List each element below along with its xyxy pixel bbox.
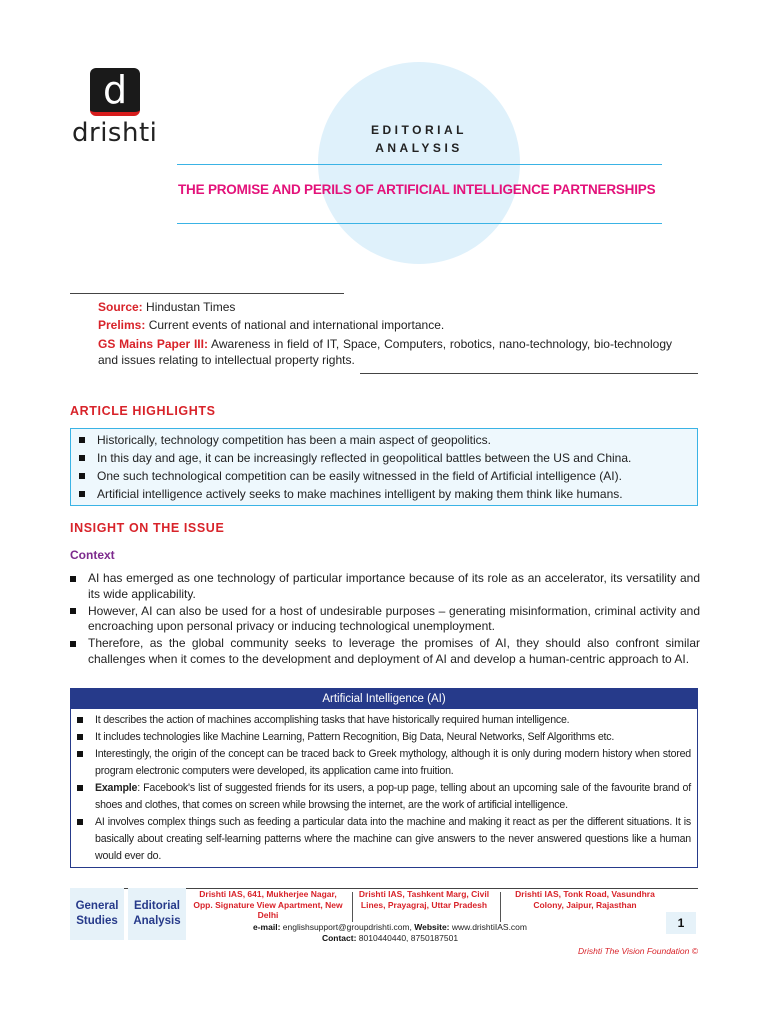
insight-heading: INSIGHT ON THE ISSUE [70,521,225,535]
list-item: It describes the action of machines accomplishing tasks that have historically required human intelligence. [77,712,691,729]
article-title: THE PROMISE AND PERILS OF ARTIFICIAL INTELLIGENCE PARTNERSHIPS [178,182,656,197]
analysis-label: ANALYSIS [375,141,463,155]
title-bottom-rule [177,223,662,224]
footer-divider [352,892,353,922]
list-item: Therefore, as the global community seeks to leverage the promises of AI, they should also confront similar challenges when it comes to the development and deployment of AI and develop a human-centric approach to AI. [70,636,700,667]
ai-box-list [71,709,697,865]
prelims-value: Current events of national and international importance. [145,318,445,332]
address-prayagraj: Drishti IAS, Tashkent Marg, Civil Lines, Prayagraj, Uttar Pradesh [358,889,490,910]
address-jaipur: Drishti IAS, Tonk Road, Vasundhra Colony, Jaipur, Rajasthan [515,889,655,910]
list-item: Historically, technology competition has been a main aspect of geopolitics. [79,431,689,449]
bullet-icon [70,608,76,614]
editorial-label: EDITORIAL [371,123,467,137]
bullet-icon [79,437,85,443]
foundation-credit: Drishti The Vision Foundation © [578,946,698,956]
list-item: It includes technologies like Machine Learning, Pattern Recognition, Big Data, Neural Networks, Self Algorithms etc. [77,729,691,746]
bullet-icon [79,473,85,479]
context-list [70,571,700,669]
source-bottom-rule [360,373,698,374]
gs-mains-line [98,337,672,368]
gs-mains-label: GS Mains Paper III: [98,337,208,351]
bullet-icon [70,576,76,582]
contact-line: Contact: 8010440440, 8750187501 [321,933,459,943]
ai-info-box [70,688,698,868]
list-item: Interestingly, the origin of the concept can be traced back to Greek mythology, although it is only during modern history when stored program electronic computers were developed, its application came into fruition. [77,746,691,780]
list-item: AI has emerged as one technology of particular importance because of its role as an accelerator, its versatility and its wide applicability. [70,571,700,602]
bullet-icon [77,751,83,757]
article-highlights-heading: ARTICLE HIGHLIGHTS [70,404,216,418]
list-item: In this day and age, it can be increasingly reflected in geopolitical battles between the US and China. [79,449,689,467]
list-item: AI involves complex things such as feeding a particular data into the machine and making it react as per the different situations. It is basically about creating self-learning patterns where the machine can give answers to the never answered questions like a human would ever do. [77,814,691,865]
ai-box-title: Artificial Intelligence (AI) [71,689,697,709]
list-item: However, AI can also be used for a host of undesirable purposes – generating misinformation, criminal activity and encroaching upon personal privacy or inducing technological unemployment. [70,604,700,635]
prelims-label: Prelims: [98,318,146,332]
bullet-icon [77,819,83,825]
list-item: Artificial intelligence actively seeks to make machines intelligent by making them think like humans. [79,485,689,503]
bullet-icon [77,785,83,791]
address-delhi: Drishti IAS, 641, Mukherjee Nagar, Opp. Signature View Apartment, New Delhi [193,889,343,920]
bullet-icon [77,717,83,723]
email-website-line: e-mail: englishsupport@groupdrishti.com, Website: www.drishtiIAS.com [253,922,527,932]
bullet-icon [77,734,83,740]
context-heading: Context [70,548,115,562]
list-item: One such technological competition can be easily witnessed in the field of Artificial intelligence (AI). [79,467,689,485]
bullet-icon [79,491,85,497]
page-number: 1 [666,912,696,934]
logo-mark: d [90,68,140,116]
source-value: Hindustan Times [142,300,236,314]
general-studies-tag: General Studies [70,888,124,940]
decorative-circle [318,62,520,264]
editorial-analysis-tag: Editorial Analysis [128,888,186,940]
gs-mains-value: Awareness in field of IT, Space, Computers, robotics, nano-technology, bio-technology and issues relating to intellectual property rights. [98,337,672,367]
highlights-box [70,428,698,506]
bullet-icon [70,641,76,647]
footer-divider [500,892,501,922]
title-top-rule [177,164,662,165]
bullet-icon [79,455,85,461]
prelims-line [98,318,672,334]
list-item: Example: Facebook's list of suggested friends for its users, a pop-up page, telling about an upcoming sale of the favourite brand of shoes and clothes, that comes on screen while browsing the internet, are the work of artificial intelligence. [77,780,691,814]
logo-text: drishti [72,118,158,148]
drishti-logo [72,68,162,148]
source-line [98,300,672,316]
source-top-rule [70,293,344,294]
source-label: Source: [98,300,143,314]
